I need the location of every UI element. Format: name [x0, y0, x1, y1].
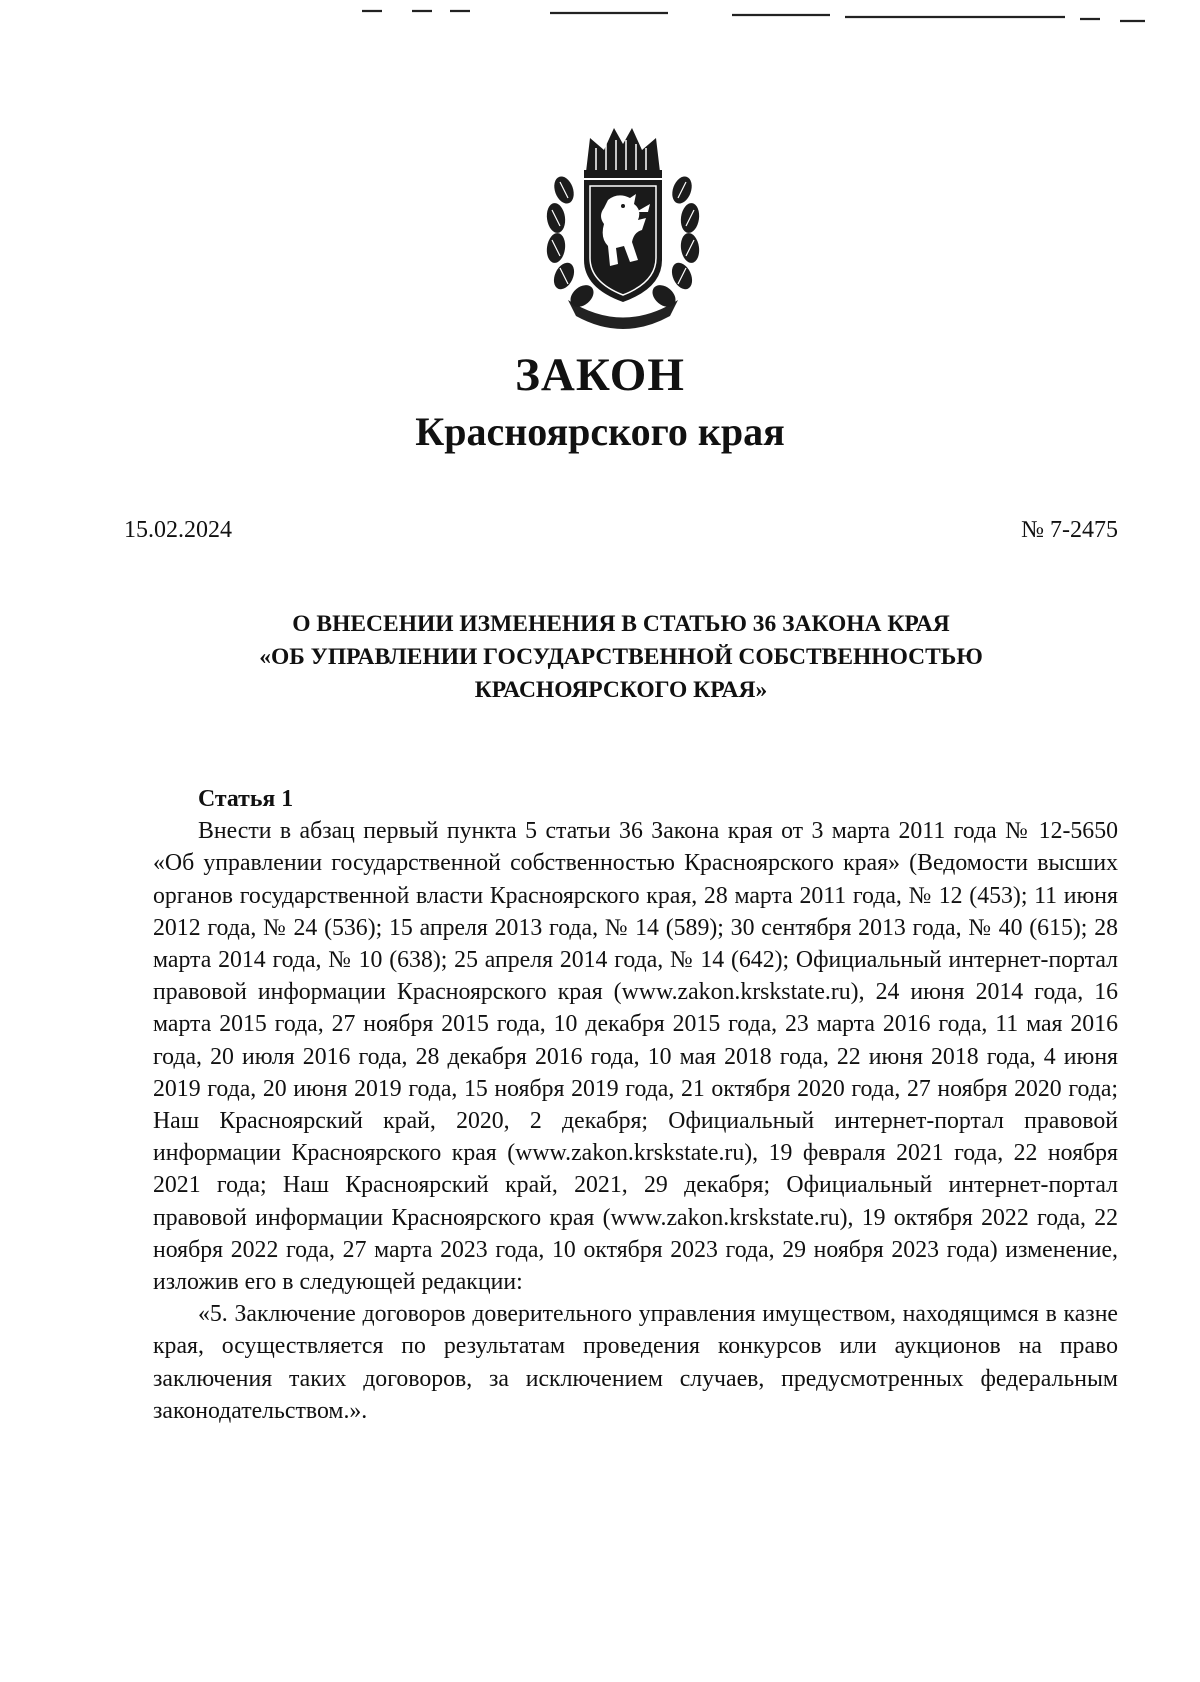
krasnoyarsk-coat-of-arms-icon: [538, 120, 708, 335]
document-type-title: ЗАКОН: [515, 349, 685, 401]
article-paragraph: «5. Заключение договоров доверительного управления имуществом, находящимся в казне края, осуществляется по результатам проведения конкурсов или аукционов на право заключения таких договоров, за исключением случаев, предусмотренных федеральным законодательством.».: [153, 1301, 1118, 1424]
law-title-line: КРАСНОЯРСКОГО КРАЯ»: [474, 677, 768, 703]
scan-artifact-lines: [0, 0, 1200, 40]
document-date: 15.02.2024: [124, 517, 232, 543]
law-title: [124, 608, 1118, 707]
law-title-line: О ВНЕСЕНИИ ИЗМЕНЕНИЯ В СТАТЬЮ 36 ЗАКОНА КРАЯ: [292, 611, 950, 637]
law-body: [153, 783, 1118, 1427]
document-number: № 7-2475: [1021, 517, 1118, 543]
issuing-region-subtitle: Красноярского края: [415, 409, 785, 454]
article-title: Статья 1: [198, 786, 294, 812]
law-title-line: «ОБ УПРАВЛЕНИИ ГОСУДАРСТВЕННОЙ СОБСТВЕННОСТЬЮ: [259, 644, 983, 670]
article-paragraph: Внести в абзац первый пункта 5 статьи 36 Закона края от 3 марта 2011 года № 12-5650 «Об управлении государственной собственностью Красноярского края» (Ведомости высших органов государственной власти Красноярского края, 28 марта 2011 года, № 12 (453); 11 июня 2012 года, № 24 (536); 15 апреля 2013 года, № 14 (589); 30 сентября 2013 года, № 40 (615); 28 марта 2014 года, № 10 (638); 25 апреля 2014 года, № 14 (642); Официальный интернет-портал правовой информации Красноярского края (www.zakon.krskstate.ru), 24 июня 2014 года, 16 марта 2015 года, 27 ноября 2015 года, 10 декабря 2015 года, 23 марта 2016 года, 11 мая 2016 года, 20 июля 2016 года, 28 декабря 2016 года, 10 мая 2018 года, 22 июня 2018 года, 4 июня 2019 года, 20 июня 2019 года, 15 ноября 2019 года, 21 октября 2020 года, 27 ноября 2020 года; Наш Красноярский край, 2020, 2 декабря; Официальный интернет-портал правовой информации Красноярского края (www.zakon.krskstate.ru), 19 февраля 2021 года, 22 ноября 2021 года; Наш Красноярский край, 2021, 29 декабря; Официальный интернет-портал правовой информации Красноярского края (www.zakon.krskstate.ru), 19 октября 2022 года, 22 ноября 2022 года, 27 марта 2023 года, 10 октября 2023 года, 29 ноября 2023 года) изменение, изложив его в следующей редакции:: [153, 818, 1118, 1296]
